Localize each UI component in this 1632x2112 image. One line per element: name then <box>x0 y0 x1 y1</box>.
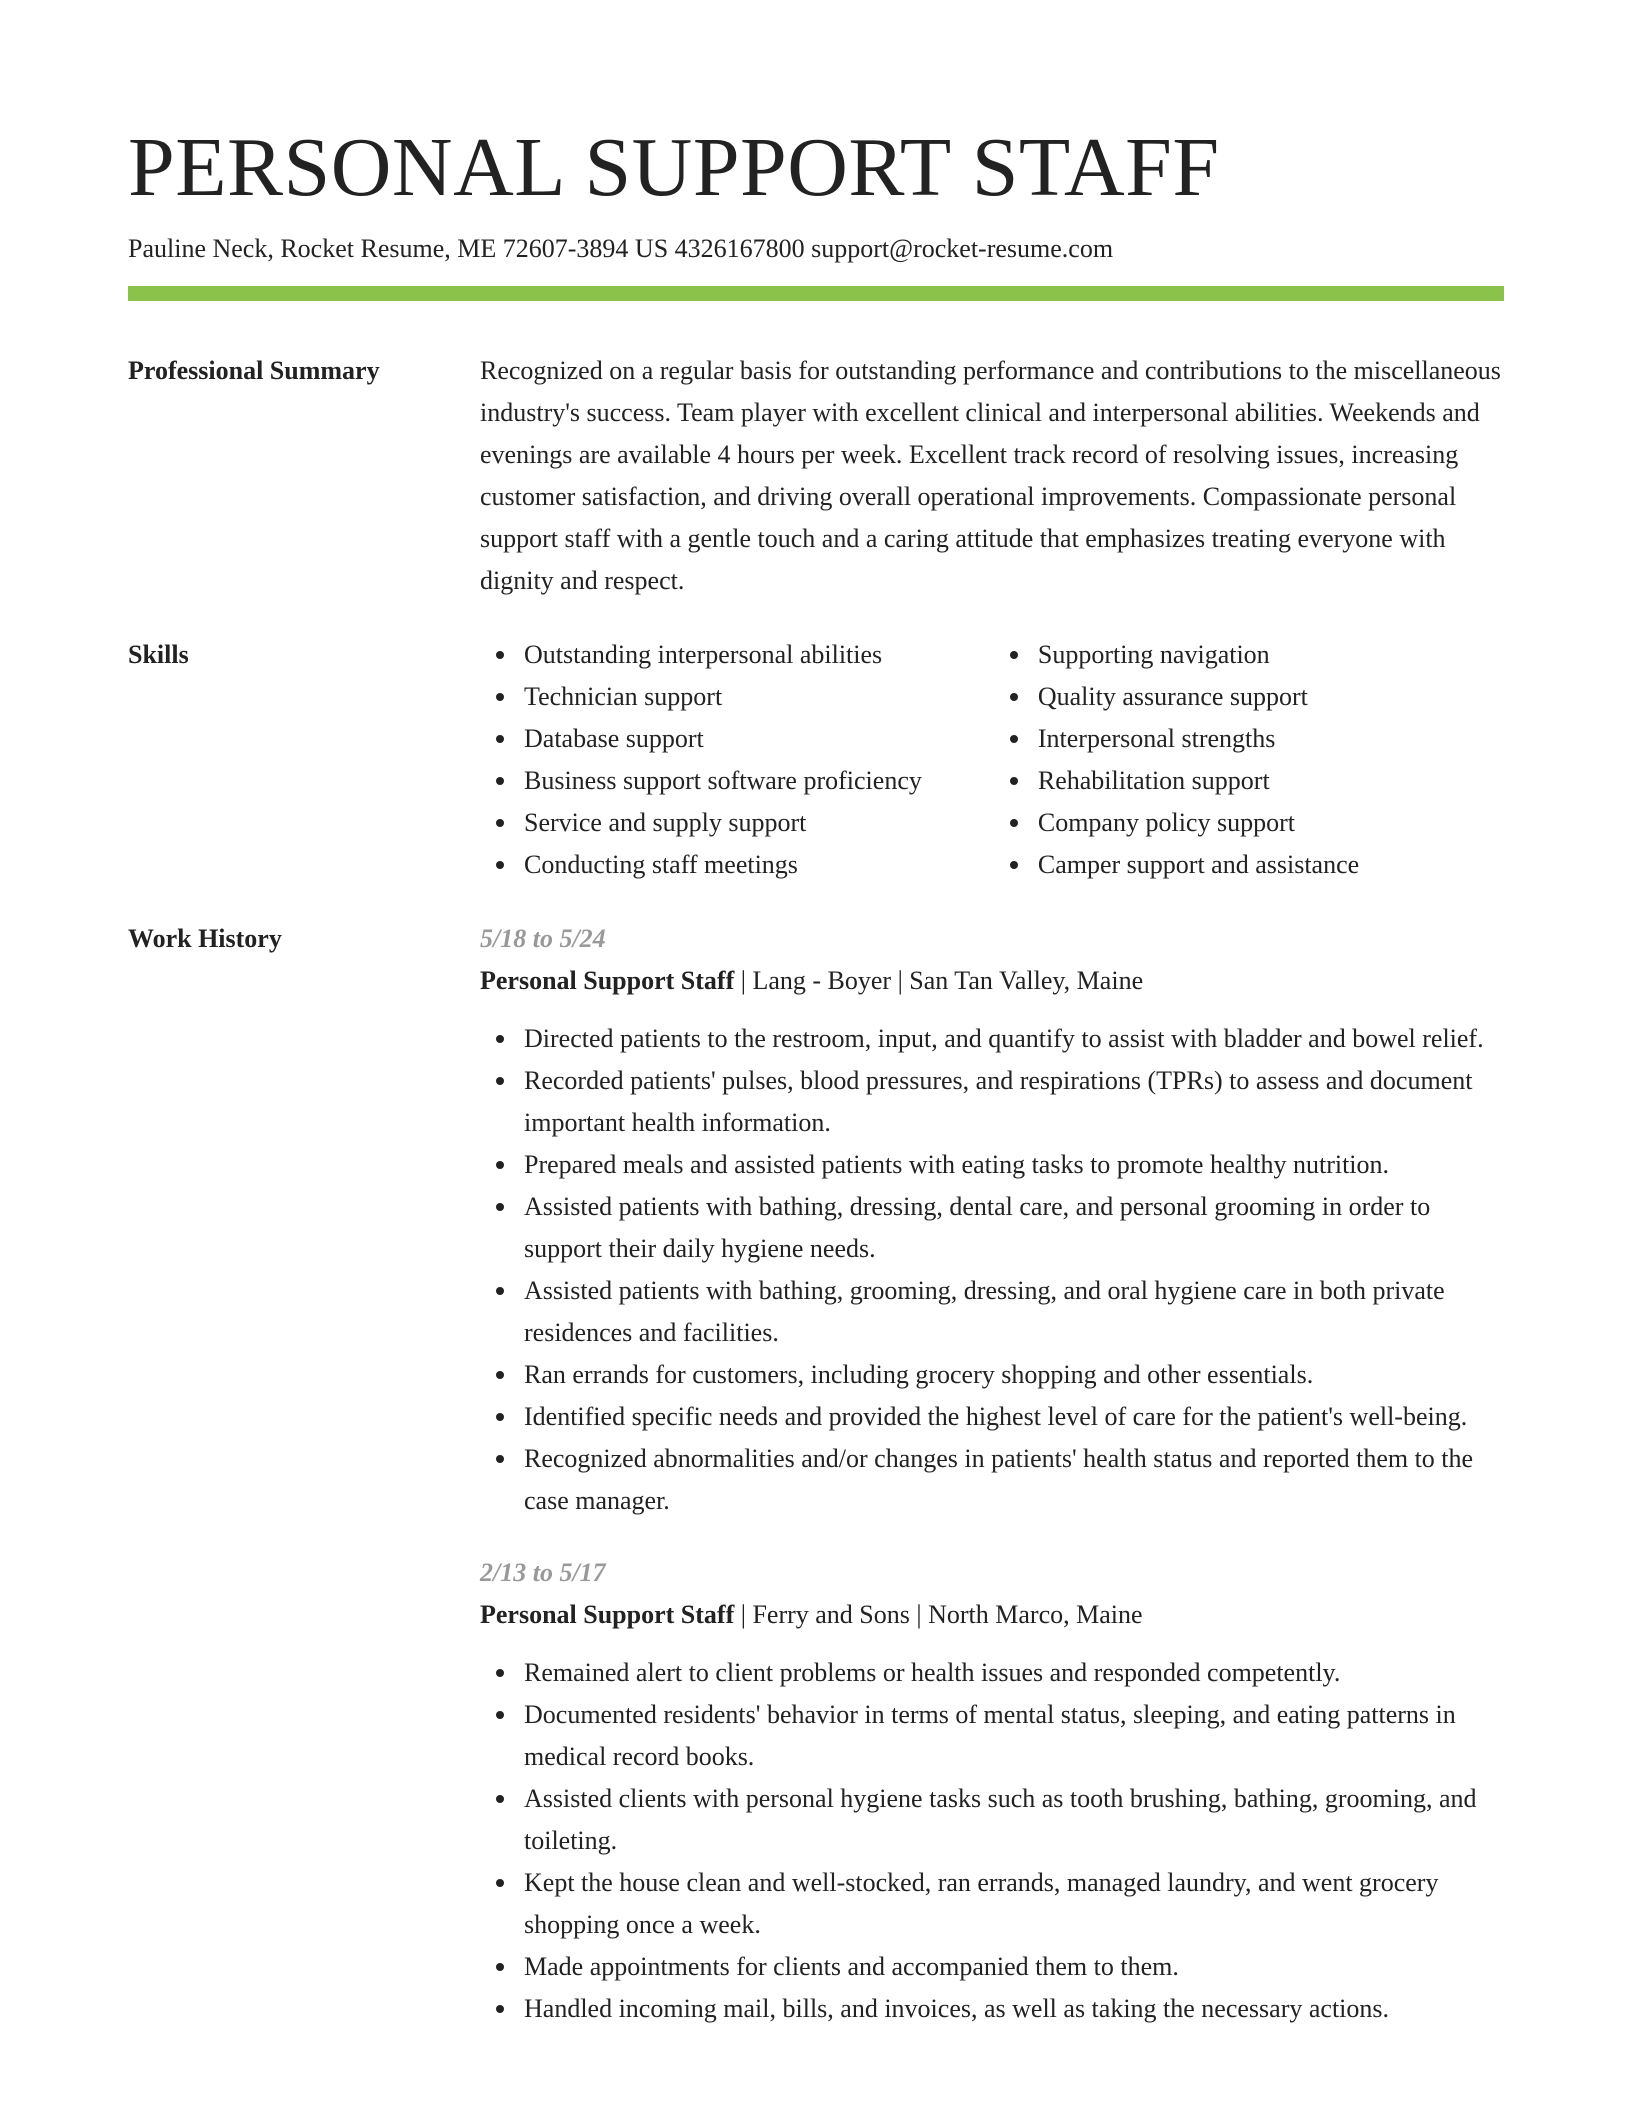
skill-item: Conducting staff meetings <box>524 844 994 886</box>
work-history-label: Work History <box>128 924 282 953</box>
job-employer-location: | Lang - Boyer | San Tan Valley, Maine <box>734 966 1144 995</box>
summary-label: Professional Summary <box>128 356 380 385</box>
job-heading <box>480 1594 1504 1636</box>
skill-item: Company policy support <box>1038 802 1504 844</box>
job-duty: Recognized abnormalities and/or changes in patients' health status and reported them to the case manager. <box>524 1438 1504 1522</box>
job-duty: Recorded patients' pulses, blood pressures, and respirations (TPRs) to assess and document important health information. <box>524 1060 1504 1144</box>
job-date: 2/13 to 5/17 <box>480 1558 606 1587</box>
skill-item: Rehabilitation support <box>1038 760 1504 802</box>
skills-body <box>480 634 1504 886</box>
job-duty: Documented residents' behavior in terms of mental status, sleeping, and eating patterns in medical record books. <box>524 1694 1504 1778</box>
job-duty: Assisted patients with bathing, dressing, dental care, and personal grooming in order to support their daily hygiene needs. <box>524 1186 1504 1270</box>
header-divider <box>128 286 1504 301</box>
skill-item: Database support <box>524 718 994 760</box>
job-duties-list <box>480 1018 1504 1522</box>
skill-item: Service and supply support <box>524 802 994 844</box>
job-heading <box>480 960 1504 1002</box>
resume-title: PERSONAL SUPPORT STAFF <box>128 121 1220 214</box>
work-history-body <box>480 918 1504 2060</box>
job-title: Personal Support Staff <box>480 1600 735 1629</box>
job-duty: Assisted clients with personal hygiene tasks such as tooth brushing, bathing, grooming, and toileting. <box>524 1778 1504 1862</box>
skill-item: Interpersonal strengths <box>1038 718 1504 760</box>
job-duty: Assisted patients with bathing, grooming, dressing, and oral hygiene care in both private residences and facilities. <box>524 1270 1504 1354</box>
skill-item: Outstanding interpersonal abilities <box>524 634 994 676</box>
job-duty: Identified specific needs and provided the highest level of care for the patient's well-being. <box>524 1396 1504 1438</box>
job-duty: Directed patients to the restroom, input, and quantify to assist with bladder and bowel relief. <box>524 1018 1504 1060</box>
skill-item: Supporting navigation <box>1038 634 1504 676</box>
job-duty: Prepared meals and assisted patients with eating tasks to promote healthy nutrition. <box>524 1144 1504 1186</box>
job-entry <box>480 1552 1504 2030</box>
job-duties-list <box>480 1652 1504 2030</box>
summary-text: Recognized on a regular basis for outstanding performance and contributions to the miscellaneous industry's success. Team player with excellent clinical and interpersonal abilities. Weekends and evenings are available 4 hours per week. Excellent track record of resolving issues, increasing customer satisfaction, and driving overall operational improvements. Compassionate personal support staff with a gentle touch and a caring attitude that emphasizes treating everyone with dignity and respect. <box>480 356 1501 595</box>
job-entry <box>480 918 1504 1522</box>
job-title: Personal Support Staff <box>480 966 735 995</box>
job-duty: Made appointments for clients and accompanied them to them. <box>524 1946 1504 1988</box>
skills-label: Skills <box>128 640 189 669</box>
summary-body <box>480 350 1504 602</box>
skill-item: Camper support and assistance <box>1038 844 1504 886</box>
job-duty: Ran errands for customers, including grocery shopping and other essentials. <box>524 1354 1504 1396</box>
contact-line: Pauline Neck, Rocket Resume, ME 72607-3894 US 4326167800 support@rocket-resume.com <box>128 234 1114 263</box>
skill-item: Business support software proficiency <box>524 760 994 802</box>
skills-list-right <box>994 634 1504 886</box>
job-duty: Kept the house clean and well-stocked, ran errands, managed laundry, and went grocery shopping once a week. <box>524 1862 1504 1946</box>
job-employer-location: | Ferry and Sons | North Marco, Maine <box>734 1600 1143 1629</box>
job-duty: Handled incoming mail, bills, and invoices, as well as taking the necessary actions. <box>524 1988 1504 2030</box>
job-date: 5/18 to 5/24 <box>480 924 606 953</box>
skills-list-left <box>480 634 994 886</box>
skill-item: Technician support <box>524 676 994 718</box>
skill-item: Quality assurance support <box>1038 676 1504 718</box>
job-duty: Remained alert to client problems or health issues and responded competently. <box>524 1652 1504 1694</box>
